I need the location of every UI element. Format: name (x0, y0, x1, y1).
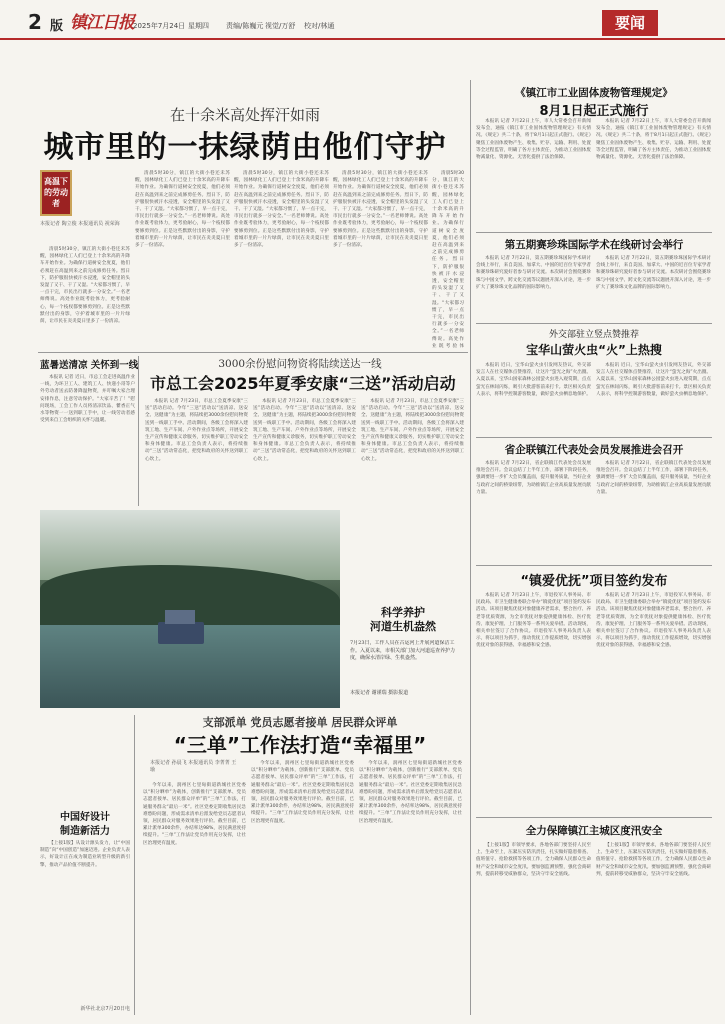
right-s1-kicker: 《镇江市工业固体废物管理规定》 (515, 87, 673, 99)
union-body-col1: 本报讯 记者 7月23日，市总工会夏季安康“三送”活动启动。今年“三送”活动以“送清凉、送安全、送健康”为主题，将陆续把3000余份慰问物资送到一线职工手中。活动期间，各级工会将深入建筑工地、生产车间、户外作业点等场所，开展安全生产宣传和健康义诊服务，切实维护职工劳动安全和身体健康。市总工会负责人表示，将持续推动“三送”活动常态化，把党和政府的关怀送到职工心坎上。 (145, 399, 248, 462)
editor-credit: 责编/陈巍元 (226, 22, 264, 30)
cleaning-boat (158, 622, 204, 644)
bottom-body-col3: 今年以来，润州区七里甸街道新城社区党委以“积分晒单”为载体，创新推行“支部派单、党员志愿者接单、居民群众评单”的“三单”工作法，打通服务群众“最后一米”。社区党委定期收集居民急难愁盼问题，形成需求清单后派发给党员志愿者认领，居民群众对服务效果进行评价。截至目前，已累计派单300余件，办结率达98%，居民满意度持续提升。“三单”工作法让党员作用充分发挥，让社区治理更有温度。 (359, 761, 462, 824)
design-headline-1: 中国好设计 (60, 812, 110, 823)
right-s2-body-col1: 本报讯 记者 7月22日，第五期赛珍珠国际学术研讨会线上举行，来自美国、加拿大、中国的近百位专家学者和赛珍珠研究爱好者参与研讨交流。本次研讨会围绕赛珍珠与中国文学、跨文化交流等议题展开深入讨论，进一步扩大了赛珍珠文化品牌的国际影响力。 (476, 256, 591, 290)
proof-credit: 校对/林通 (304, 22, 335, 30)
right-s4-headline: 省企联镇江代表处会员发展推进会召开 (504, 444, 684, 456)
lead-body-col4: 清晨5时30分，镇江的大街小巷还未苏醒，园林绿化工人们已登上十余米高的升降车开始作业。为确保行道树安全度夏，他们必须赶在高温到来之前完成修剪任务。烈日下，防护服很快被汗水浸透，安全帽里的头发湿了又干、干了又湿。“大家都习惯了，早一点干完，市民出行就多一分安全。”一名老师傅说。高处作业既考验体力，更考验耐心，每一个枝杈都要修剪到位。正是这些默默付出的身影，守护着城市里的一片片绿荫，让市民在炎炎夏日里多了一份清凉。 (333, 171, 428, 249)
design-body: 【上接1版】从设计源头发力，让“中国制造”向“中国创造”加速迈进。企业负责人表示，好设计正在成为制造业转型升级的新引擎，推动产品价值不断提升。 (40, 841, 130, 868)
page-unit: 版 (50, 19, 64, 34)
right-s2-headline: 第五期赛珍珠国际学术在线研讨会举行 (504, 239, 684, 251)
divider (476, 323, 712, 324)
newspaper-logo: 镇江日报 (70, 13, 134, 33)
bottom-body-col2: 今年以来，润州区七里甸街道新城社区党委以“积分晒单”为载体，创新推行“支部派单、党员志愿者接单、居民群众评单”的“三单”工作法，打通服务群众“最后一米”。社区党委定期收集居民急难愁盼问题，形成需求清单后派发给党员志愿者认领，居民群众对服务效果进行评价。截至目前，已累计派单300余件，办结率达98%，居民满意度持续提升。“三单”工作法让党员作用充分发挥，让社区治理更有温度。 (251, 761, 354, 824)
right-s6-headline: 全力保障镇江主城区度汛安全 (525, 825, 663, 837)
right-s3-headline: 宝华山萤火虫“火”上热搜 (526, 343, 662, 357)
lead-body-col1: 清晨5时30分，镇江的大街小巷还未苏醒，园林绿化工人们已登上十余米高的升降车开始作业。为确保行道树安全度夏，他们必须赶在高温到来之前完成修剪任务。烈日下，防护服很快被汗水浸透，安全帽里的头发湿了又干、干了又湿。“大家都习惯了，早一点干完，市民出行就多一分安全。”一名老师傅说。高处作业既考验体力，更考验耐心，每一个枝杈都要修剪到位。正是这些默默付出的身影，守护着城市里的一片片绿荫，让市民在炎炎夏日里多了一份清凉。 (40, 247, 130, 325)
bottom-kicker: 支部派单 党员志愿者接单 居民群众评单 (202, 716, 398, 729)
page-number: 2 (28, 10, 42, 34)
divider (476, 232, 712, 233)
right-s5-body-col1: 本报讯 记者 7月23日上午，市退役军人事务局、市民政局、市卫生健康委联合举办“镇爱优抚”项目签约发布活动。该项目聚焦优抚对象健康养老需求，整合医疗、养老等优质资源，为全市优抚对象提供健康体检、医疗优待、康复护理、上门服务等一系列关爱举措。活动现场，相关单位签订了合作协议。市退役军人事务局负责人表示，将以项目为抓手，推动优抚工作提质增效，切实增强优抚对象的获得感、幸福感和安全感。 (476, 593, 591, 649)
right-s6-body-col1: 【上接1版】市领导要求，各地各部门要坚持人民至上、生命至上，压紧压实防汛责任，扎实做好隐患排查、值班值守、抢险救援等各项工作，全力确保人民群众生命财产安全和城市安全度汛。要加强监测预警，强化会商研判，提前转移受威胁群众，坚决守牢安全底线。 (476, 843, 591, 877)
issue-date: 2025年7月24日 (133, 22, 186, 30)
right-s2-body-col2: 本报讯 记者 7月22日，第五期赛珍珠国际学术研讨会线上举行，来自美国、加拿大、中国的近百位专家学者和赛珍珠研究爱好者参与研讨交流。本次研讨会围绕赛珍珠与中国文学、跨文化交流等议题展开深入讨论，进一步扩大了赛珍珠文化品牌的国际影响力。 (596, 256, 711, 290)
brief-body: 本报讯 记者 近日，市总工会走进高温作业一线，为环卫工人、建筑工人、快递小哥等户外劳动者送去防暑降温物资，并叮嘱大家合理安排作息，注意劳动保护。“大家辛苦了！”慰问现场，工会工作人员将清凉饮品、藿香正气水等物资一一送到职工手中，让一线劳动者感受到来自工会组织的关怀与温暖。 (40, 375, 135, 424)
right-s1-body-col1: 本报讯 记者 7月22日上午，市人大常委会召开新闻发布会，通报《镇江市工业固体废物管理规定》有关情况。《规定》共二十条，将于8月1日起正式施行。《规定》聚焦工业固体废物产生、收集、贮存、运输、利用、处置等全过程监管，明确了各方主体责任，为推动工业固体废物减量化、资源化、无害化提供了法治保障。 (476, 119, 591, 161)
lead-headline: 城市里的一抹绿荫由他们守护 (43, 130, 447, 165)
designer-credit: 视觉/万舒 (265, 22, 296, 30)
divider (476, 437, 712, 438)
lead-body-col2: 清晨5时30分，镇江的大街小巷还未苏醒，园林绿化工人们已登上十余米高的升降车开始作业。为确保行道树安全度夏，他们必须赶在高温到来之前完成修剪任务。烈日下，防护服很快被汗水浸透，安全帽里的头发湿了又干、干了又湿。“大家都习惯了，早一点干完，市民出行就多一分安全。”一名老师傅说。高处作业既考验体力，更考验耐心，每一个枝杈都要修剪到位。正是这些默默付出的身影，守护着城市里的一片片绿荫，让市民在炎炎夏日里多了一份清凉。 (135, 171, 230, 249)
lead-kicker: 在十余米高处挥汗如雨 (169, 106, 320, 124)
series-badge: 高温下的劳动者 (40, 170, 72, 216)
page-header (0, 0, 725, 40)
brief-headline: 蓝暑送清凉 关怀到一线 (40, 360, 139, 371)
divider (138, 356, 139, 506)
section-label: 要闻 (602, 10, 658, 36)
union-body-col3: 本报讯 记者 7月23日，市总工会夏季安康“三送”活动启动。今年“三送”活动以“送清凉、送安全、送健康”为主题，将陆续把3000余份慰问物资送到一线职工手中。活动期间，各级工会将深入建筑工地、生产车间、户外作业点等场所，开展安全生产宣传和健康义诊服务，切实维护职工劳动安全和身体健康。市总工会负责人表示，将持续推动“三送”活动常态化，把党和政府的关怀送到职工心坎上。 (361, 399, 464, 462)
design-headline-2: 制造新活力 (60, 826, 110, 837)
bottom-body-col1: 今年以来，润州区七里甸街道新城社区党委以“积分晒单”为载体，创新推行“支部派单、党员志愿者接单、居民群众评单”的“三单”工作法，打通服务群众“最后一米”。社区党委定期收集居民急难愁盼问题，形成需求清单后派发给党员志愿者认领，居民群众对服务效果进行评价。截至目前，已累计派单300余件，办结率达98%，居民满意度持续提升。“三单”工作法让党员作用充分发挥，让社区治理更有温度。 (143, 783, 246, 846)
river-photo (40, 510, 340, 708)
right-s1-body-col2: 本报讯 记者 7月22日上午，市人大常委会召开新闻发布会，通报《镇江市工业固体废物管理规定》有关情况。《规定》共二十条，将于8月1日起正式施行。《规定》聚焦工业固体废物产生、收集、贮存、运输、利用、处置等全过程监管，明确了各方主体责任，为推动工业固体废物减量化、资源化、无害化提供了法治保障。 (596, 119, 711, 161)
divider (476, 817, 712, 818)
bottom-headline: “三单”工作法打造“幸福里” (173, 733, 427, 757)
photo-caption-title-2: 河道生机盎然 (370, 620, 436, 633)
design-source: 新华社北京7月20日电 (80, 1006, 130, 1012)
right-s4-body-col1: 本报讯 记者 7月22日，省企联镇江代表处会员发展推进会召开。会议总结了上半年工作，部署下阶段任务，强调要进一步扩大会员覆盖面，提升服务质量，当好企业与政府之间的桥梁纽带，为助推镇江企业高质量发展贡献力量。 (476, 461, 591, 495)
bottom-byline: 本报记者 孙晨飞 本报通讯员 李菁菁 王瑜 (150, 760, 237, 773)
right-s5-headline: “镇爱优抚”项目签约发布 (520, 574, 668, 589)
union-kicker: 3000余份慰问物资将陆续送达一线 (218, 358, 382, 370)
right-s3-kicker: 外交部驻立竖点赞推荐 (548, 330, 639, 340)
issue-weekday: 星期四 (188, 22, 209, 30)
lead-body-col5: 清晨5时30分，镇江的大街小巷还未苏醒，园林绿化工人们已登上十余米高的升降车开始作业。为确保行道树安全度夏，他们必须赶在高温到来之前完成修剪任务。烈日下，防护服很快被汗水浸透，安全帽里的头发湿了又干、干了又湿。“大家都习惯了，早一点干完，市民出行就多一分安全。”一名老师傅说。高处作业既考验体 (432, 171, 464, 349)
photo-credit: 本报记者 谢谨瑞 摄影报道 (350, 690, 409, 696)
union-headline: 市总工会2025年夏季安康“三送”活动启动 (150, 374, 456, 393)
right-s3-body-col1: 本报讯 近日，宝华山萤火虫引发网友热议，外交部发言人在社交媒体点赞推荐，让这片“萤光之海”火出圈。入夏以来，宝华山国家森林公园萤火虫进入观赏期，点点萤光在林间闪烁，吸引大批游客前来打卡。景区相关负责人表示，将科学控制游客数量，做好萤火虫栖息地保护。 (476, 363, 591, 397)
right-s6-body-col2: 【上接1版】市领导要求，各地各部门要坚持人民至上、生命至上，压紧压实防汛责任，扎实做好隐患排查、值班值守、抢险救援等各项工作，全力确保人民群众生命财产安全和城市安全度汛。要加强监测预警，强化会商研判，提前转移受威胁群众，坚决守牢安全底线。 (596, 843, 711, 877)
divider (134, 715, 135, 1015)
photo-caption-title-1: 科学养护 (381, 606, 425, 619)
divider (38, 352, 468, 353)
right-s5-body-col2: 本报讯 记者 7月23日上午，市退役军人事务局、市民政局、市卫生健康委联合举办“镇爱优抚”项目签约发布活动。该项目聚焦优抚对象健康养老需求，整合医疗、养老等优质资源，为全市优抚对象提供健康体检、医疗优待、康复护理、上门服务等一系列关爱举措。活动现场，相关单位签订了合作协议。市退役军人事务局负责人表示，将以项目为抓手，推动优抚工作提质增效，切实增强优抚对象的获得感、幸福感和安全感。 (596, 593, 711, 649)
right-s3-body-col2: 本报讯 近日，宝华山萤火虫引发网友热议，外交部发言人在社交媒体点赞推荐，让这片“萤光之海”火出圈。入夏以来，宝华山国家森林公园萤火虫进入观赏期，点点萤光在林间闪烁，吸引大批游客前来打卡。景区相关负责人表示，将科学控制游客数量，做好萤火虫栖息地保护。 (596, 363, 711, 397)
lead-byline: 本报记者 陶立俊 本报通讯员 祝荣海 (40, 221, 120, 227)
right-s1-headline: 8月1日起正式施行 (539, 104, 649, 119)
boat-cabin (165, 610, 195, 624)
divider (476, 565, 712, 566)
right-s4-body-col2: 本报讯 记者 7月22日，省企联镇江代表处会员发展推进会召开。会议总结了上半年工作，部署下阶段任务，强调要进一步扩大会员覆盖面，提升服务质量，当好企业与政府之间的桥梁纽带，为助推镇江企业高质量发展贡献力量。 (596, 461, 711, 495)
lead-body-col3: 清晨5时30分，镇江的大街小巷还未苏醒，园林绿化工人们已登上十余米高的升降车开始作业。为确保行道树安全度夏，他们必须赶在高温到来之前完成修剪任务。烈日下，防护服很快被汗水浸透，安全帽里的头发湿了又干、干了又湿。“大家都习惯了，早一点干完，市民出行就多一分安全。”一名老师傅说。高处作业既考验体力，更考验耐心，每一个枝杈都要修剪到位。正是这些默默付出的身影，守护着城市里的一片片绿荫，让市民在炎炎夏日里多了一份清凉。 (234, 171, 329, 249)
union-body-col2: 本报讯 记者 7月23日，市总工会夏季安康“三送”活动启动。今年“三送”活动以“送清凉、送安全、送健康”为主题，将陆续把3000余份慰问物资送到一线职工手中。活动期间，各级工会将深入建筑工地、生产车间、户外作业点等场所，开展安全生产宣传和健康义诊服务，切实维护职工劳动安全和身体健康。市总工会负责人表示，将持续推动“三送”活动常态化，把党和政府的关怀送到职工心坎上。 (253, 399, 356, 462)
photo-caption: 7月23日，工作人员在古运河上开展河道保洁工作。入夏以来，市相关部门加大河道巡查养护力度，确保水清岸绿、生机盎然。 (350, 640, 456, 661)
divider (470, 80, 471, 1015)
